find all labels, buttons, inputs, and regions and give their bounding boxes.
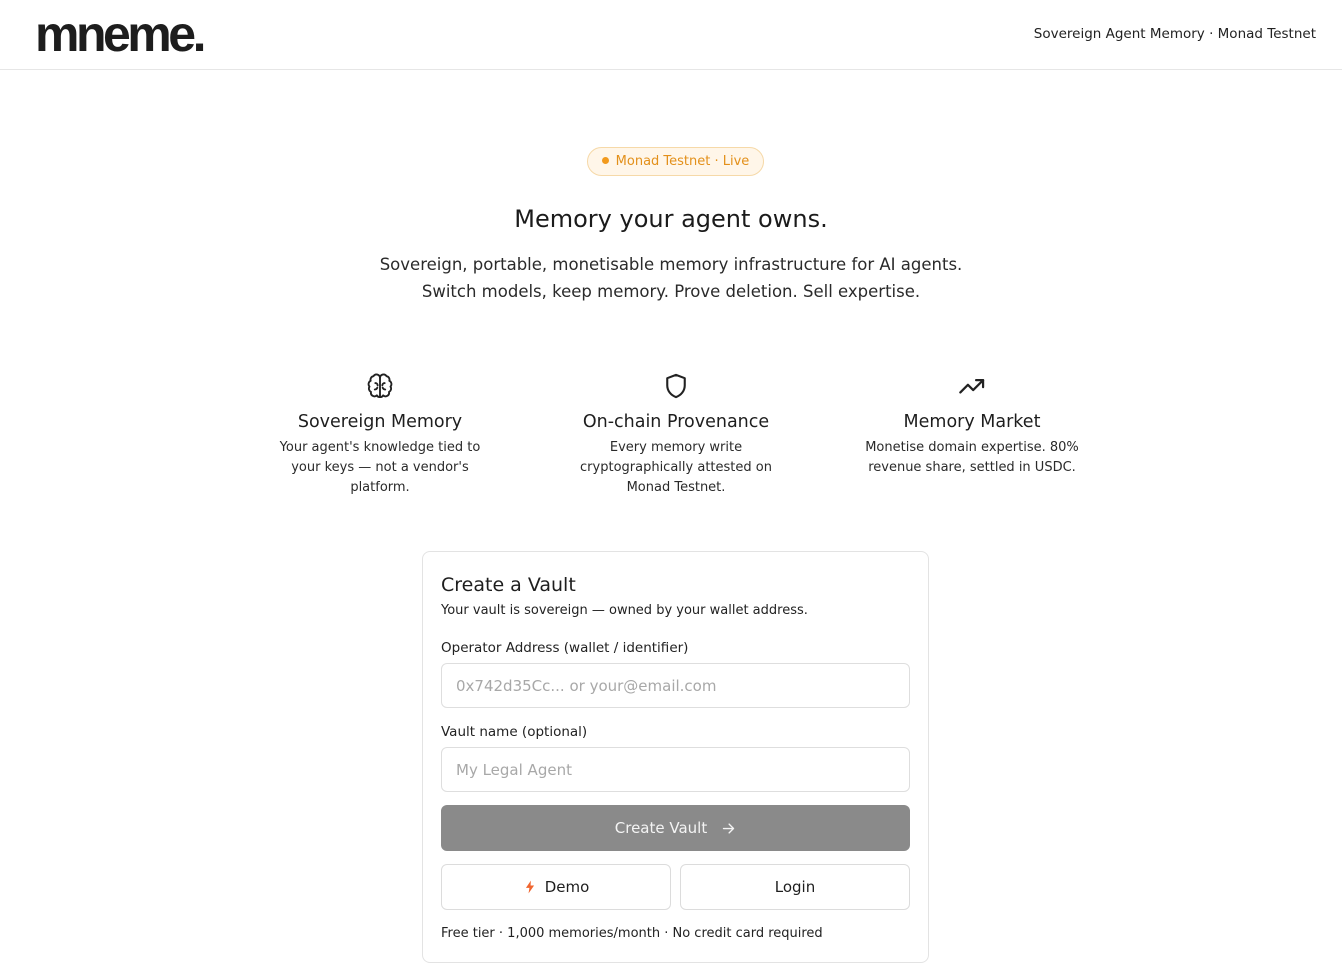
network-status-badge: [587, 147, 764, 176]
feature-title: Sovereign Memory: [297, 412, 463, 432]
login-button[interactable]: [680, 864, 910, 910]
demo-button[interactable]: [441, 864, 671, 910]
hero-subtitle-line-1: Sovereign, portable, monetisable memory infrastructure for AI agents.: [379, 255, 963, 274]
login-label: Login: [774, 878, 816, 896]
create-vault-label: Create Vault: [614, 819, 708, 837]
card-title: Create a Vault: [441, 574, 576, 596]
network-status-label: Monad Testnet · Live: [615, 154, 750, 169]
create-vault-button[interactable]: [441, 805, 910, 851]
feature-title: On-chain Provenance: [582, 412, 770, 432]
hero-title: Memory your agent owns.: [514, 205, 828, 233]
feature-onchain-provenance: [528, 372, 824, 498]
feature-sovereign-memory: [232, 372, 528, 498]
hero-subtitle: [0, 251, 1342, 305]
vault-name-input[interactable]: [441, 747, 910, 792]
feature-list: [232, 372, 1120, 498]
create-vault-card: [422, 551, 929, 963]
header-tagline: Sovereign Agent Memory · Monad Testnet: [1033, 26, 1316, 42]
logo[interactable]: mneme.: [35, 6, 203, 62]
vault-name-label: Vault name (optional): [441, 724, 588, 740]
top-header: [0, 0, 1342, 70]
trending-up-icon: [958, 372, 986, 400]
arrow-right-icon: [721, 821, 736, 836]
shield-icon: [662, 372, 690, 400]
feature-memory-market: [824, 372, 1120, 498]
feature-description: Your agent's knowledge tied to your keys — not a vendor's platform.: [279, 440, 481, 495]
card-subtitle: Your vault is sovereign — owned by your wallet address.: [441, 603, 808, 618]
lightning-icon: [523, 879, 537, 895]
operator-address-input[interactable]: [441, 663, 910, 708]
feature-description: Monetise domain expertise. 80% revenue share, settled in USDC.: [865, 440, 1079, 475]
demo-label: Demo: [544, 878, 590, 896]
brain-icon: [366, 372, 394, 400]
operator-address-label: Operator Address (wallet / identifier): [441, 640, 689, 656]
hero-subtitle-line-2: Switch models, keep memory. Prove deletion. Sell expertise.: [421, 282, 921, 301]
feature-title: Memory Market: [903, 412, 1041, 432]
feature-description: Every memory write cryptographically attested on Monad Testnet.: [580, 440, 772, 495]
free-tier-note: Free tier · 1,000 memories/month · No credit card required: [441, 926, 823, 941]
live-dot-icon: [602, 157, 609, 164]
